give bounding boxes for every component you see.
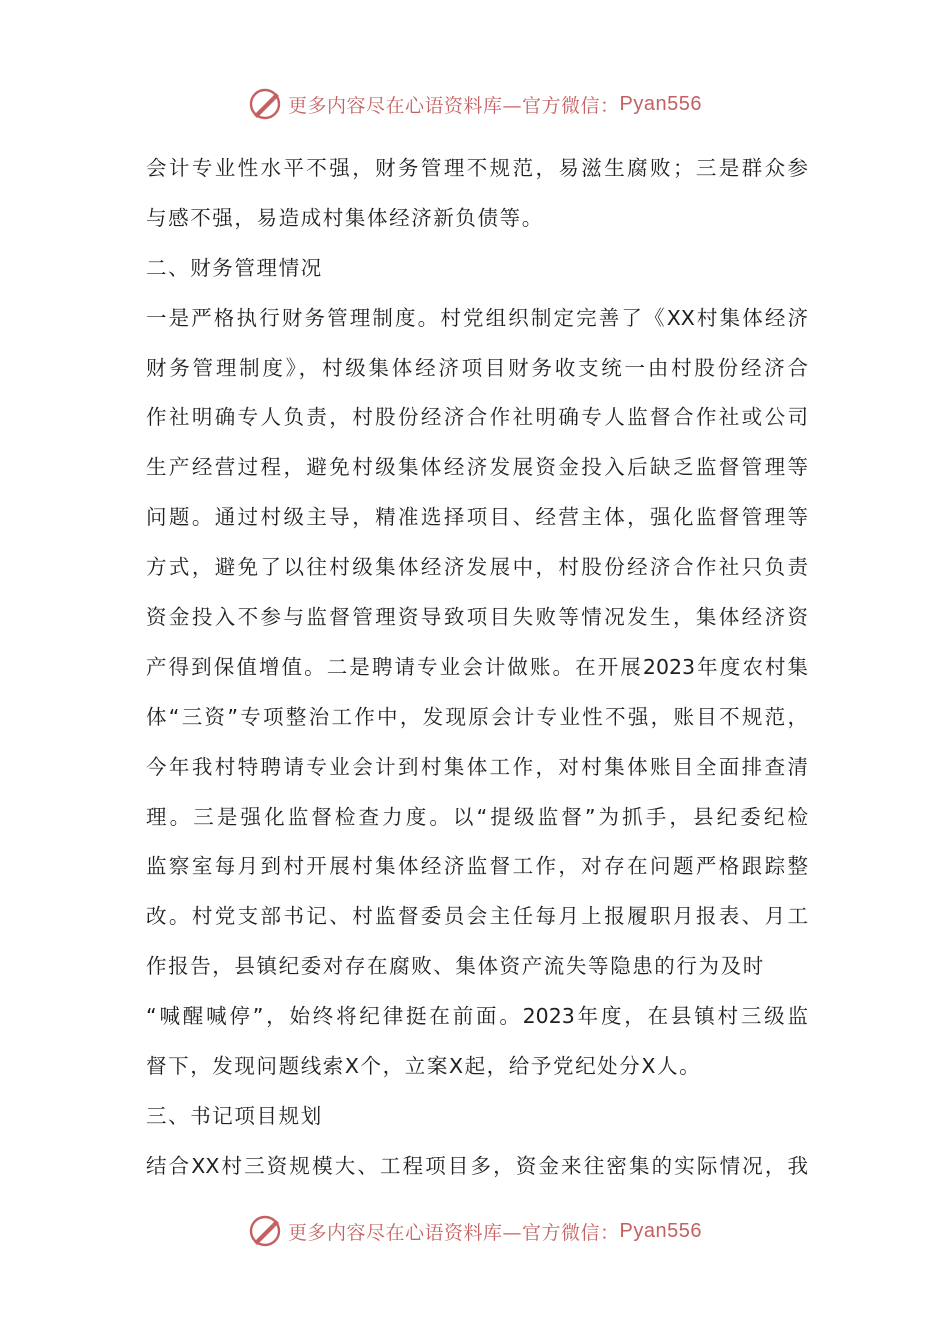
text-line: 体“三资”专项整治工作中，发现原会计专业性不强，账目不规范，: [146, 704, 808, 729]
text-line: 作社明确专人负责，村股份经济合作社明确专人监督合作社或公司: [146, 405, 808, 430]
pen-logo-icon: [248, 87, 282, 121]
text-line: 财务管理制度》，村级集体经济项目财务收支统一由村股份经济合: [146, 355, 808, 380]
pen-logo-icon: [248, 1214, 282, 1248]
text-line: 理。三是强化监督检查力度。以“提级监督”为抓手，县纪委纪检: [146, 804, 808, 829]
text-line: 方式，避免了以往村级集体经济发展中，村股份经济合作社只负责: [146, 555, 808, 580]
text-line: 与感不强，易造成村集体经济新负债等。: [146, 205, 544, 230]
document-body: [146, 144, 808, 1192]
section-heading: 三、书记项目规划: [146, 1103, 323, 1128]
text-line: 产得到保值增值。二是聘请专业会计做账。在开展2023年度农村集: [146, 654, 808, 679]
section-heading: 二、财务管理情况: [146, 255, 323, 280]
text-line: 改。村党支部书记、村监督委员会主任每月上报履职月报表、月工: [146, 904, 808, 929]
footer-watermark: [0, 1211, 950, 1251]
watermark-text: 更多内容尽在心语资料库—官方微信：: [288, 1221, 620, 1244]
text-line: 问题。通过村级主导，精准选择项目、经营主体，强化监督管理等: [146, 505, 808, 530]
watermark-text: 更多内容尽在心语资料库—官方微信：: [288, 94, 620, 117]
watermark-wechat-id: Pyan556: [619, 1219, 702, 1242]
watermark-wechat-id: Pyan556: [619, 92, 702, 115]
text-line: 结合XX村三资规模大、工程项目多，资金来往密集的实际情况，我: [146, 1153, 808, 1178]
header-watermark: [0, 84, 950, 124]
text-line: 一是严格执行财务管理制度。村党组织制定完善了《XX村集体经济: [146, 305, 808, 330]
text-line: 资金投入不参与监督管理资导致项目失败等情况发生，集体经济资: [146, 605, 808, 630]
text-line: 会计专业性水平不强，财务管理不规范，易滋生腐败；三是群众参: [146, 156, 808, 180]
text-line: 今年我村特聘请专业会计到村集体工作，对村集体账目全面排查清: [146, 754, 808, 779]
text-line: 监察室每月到村开展村集体经济监督工作，对存在问题严格跟踪整: [146, 854, 808, 879]
text-line: 作报告，县镇纪委对存在腐败、集体资产流失等隐患的行为及时: [146, 954, 765, 979]
text-line: 督下，发现问题线索X个，立案X起，给予党纪处分X人。: [146, 1054, 702, 1079]
text-line: 生产经营过程，避免村级集体经济发展资金投入后缺乏监督管理等: [146, 455, 808, 480]
text-line: “喊醒喊停”，始终将纪律挺在前面。2023年度，在县镇村三级监: [146, 1004, 808, 1029]
